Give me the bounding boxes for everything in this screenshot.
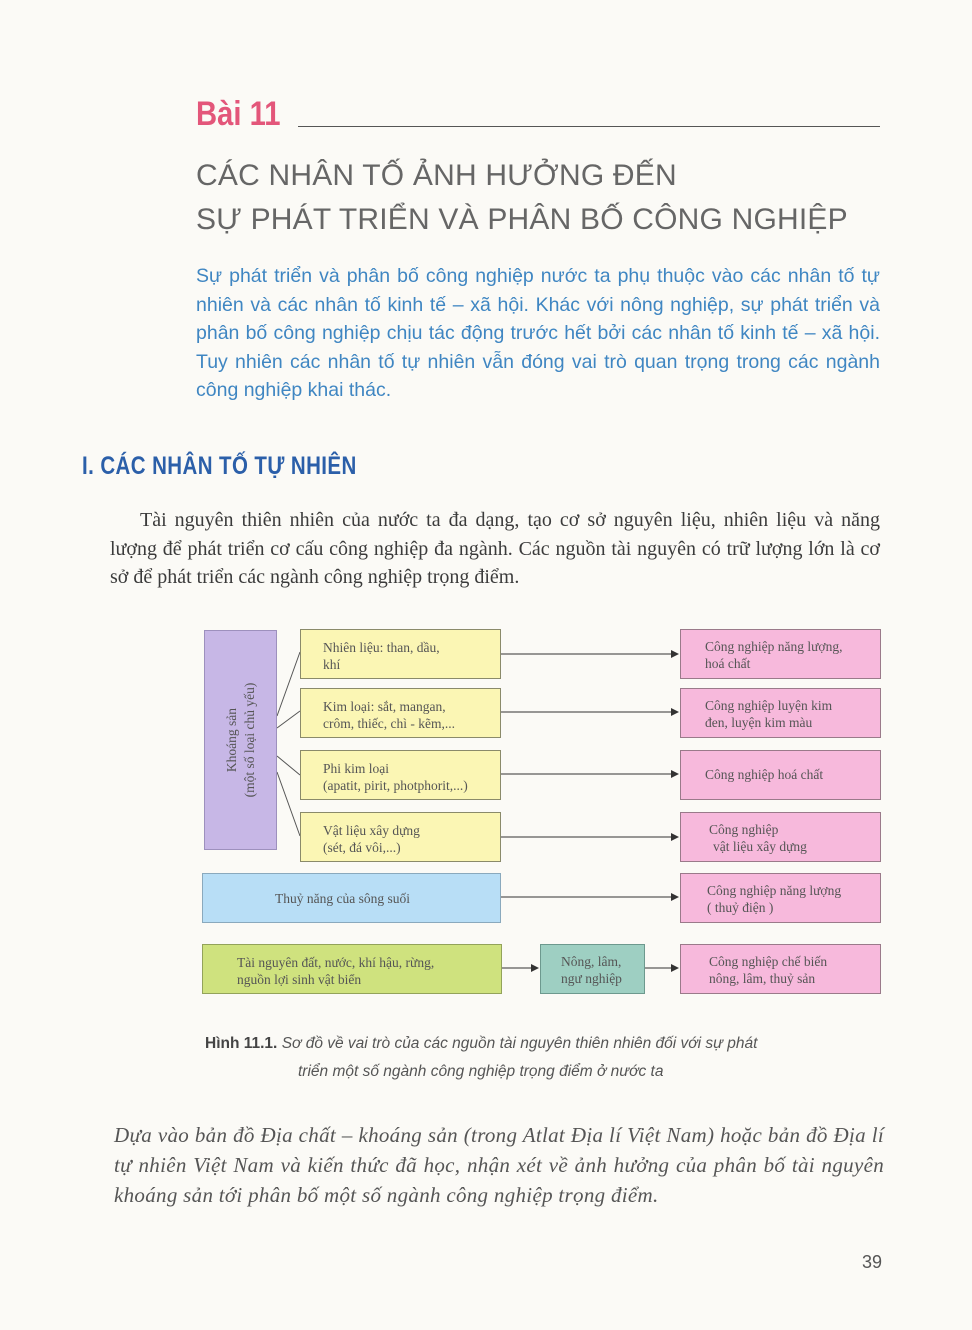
industry-line-1: Công nghiệp hoá chất: [705, 767, 824, 782]
industry-line-1: Công nghiệp luyện kim: [705, 698, 833, 713]
industry-metallurgy: [680, 688, 881, 738]
source-nonmetal: [300, 750, 501, 800]
mineral-box: [204, 630, 277, 850]
section-heading: I. CÁC NHÂN TỐ TỰ NHIÊN: [82, 452, 357, 480]
source-line-2: khí: [323, 657, 341, 672]
land-line-2: nguồn lợi sinh vật biển: [237, 972, 362, 987]
exercise-prompt: Dựa vào bản đồ Địa chất – khoáng sản (trong Atlat Địa lí Việt Nam) hoặc bản đồ Địa lí tự nhiên Việt Nam và kiến thức đã học, nhận xét về ảnh hưởng của phân bố tài nguyên khoáng sản tới phân bố một số ngành công nghiệp trọng điểm.: [114, 1123, 884, 1207]
industry-food-processing: [680, 944, 881, 994]
industry-line-1: Công nghiệp năng lượng,: [705, 639, 843, 654]
industry-construction-materials: [680, 812, 881, 862]
page-number: 39: [862, 1252, 883, 1272]
source-construction: [300, 812, 501, 862]
source-line-2: (sét, đá vôi,...): [323, 840, 401, 855]
industry-arrows: [501, 654, 678, 968]
industry-line-2: hoá chất: [705, 656, 751, 671]
industry-line-2: nông, lâm, thuỷ sản: [709, 971, 816, 986]
source-land-resources: [202, 944, 502, 994]
figure-caption: [205, 1030, 885, 1086]
agri-line-2: ngư nghiệp: [561, 971, 622, 986]
source-line-2: crôm, thiếc, chì - kẽm,...: [323, 716, 455, 731]
source-metal: [300, 688, 501, 738]
mineral-label-line-1: Khoáng sản: [223, 707, 239, 773]
mineral-fan-lines: [277, 652, 300, 836]
section-paragraph: Tài nguyên thiên nhiên của nước ta đa dạng, tạo cơ sở nguyên liệu, nhiên liệu và năng lượng để phát triển cơ cấu công nghiệp đa ngành. Các nguồn tài nguyên có trữ lượng lớn là cơ sở để phát triển các ngành công nghiệp trọng điểm.: [110, 509, 880, 588]
industry-line-2: đen, luyện kim màu: [705, 715, 813, 730]
industry-energy-chemical: [680, 629, 881, 679]
agri-line-1: Nông, lâm,: [561, 954, 622, 969]
hydropower-label: Thuỷ năng của sông suối: [275, 891, 410, 906]
mineral-label: [223, 683, 259, 798]
source-line-1: Vật liệu xây dựng: [323, 823, 420, 838]
source-line-2: (apatit, pirit, photphorit,...): [323, 778, 468, 793]
industry-line-1: Công nghiệp năng lượng: [707, 883, 842, 898]
intro-paragraph: Sự phát triển và phân bố công nghiệp nước ta phụ thuộc vào các nhân tố tự nhiên và các nhân tố kinh tế – xã hội. Khác với nông nghiệp, sự phát triển và phân bố công nghiệp chịu tác động trước hết bởi các nhân tố kinh tế – xã hội. Tuy nhiên các nhân tố tự nhiên vẫn đóng vai trò quan trọng trong các ngành công nghiệp khai thác.: [196, 265, 880, 401]
source-hydropower: [202, 873, 501, 923]
industry-hydroelectric: [680, 873, 881, 923]
mineral-label-line-2: (một số loại chủ yếu): [241, 682, 257, 798]
title-line-2: SỰ PHÁT TRIỂN VÀ PHÂN BỐ CÔNG NGHIỆP: [196, 203, 848, 236]
source-line-1: Kim loại: sắt, mangan,: [323, 699, 446, 714]
land-line-1: Tài nguyên đất, nước, khí hậu, rừng,: [237, 955, 435, 970]
source-line-1: Nhiên liệu: than, dầu,: [323, 640, 440, 655]
figure-label: Hình 11.1.: [205, 1035, 278, 1052]
industry-line-1: Công nghiệp: [709, 822, 779, 837]
industry-line-2: vật liệu xây dựng: [713, 839, 807, 854]
source-fuel: [300, 629, 501, 679]
industry-chemical: [680, 750, 881, 800]
caption-line-2: triển một số ngành công nghiệp trọng điểm ở nước ta: [298, 1063, 664, 1080]
caption-line-1: Sơ đồ về vai trò của các nguồn tài nguyên thiên nhiên đối với sự phát: [281, 1035, 758, 1052]
title-line-1: CÁC NHÂN TỐ ẢNH HƯỞNG ĐẾN: [196, 159, 677, 192]
industry-line-2: ( thuỷ điện ): [707, 900, 774, 915]
industry-line-1: Công nghiệp chế biến: [709, 954, 828, 969]
lesson-number: Bài 11: [196, 95, 281, 133]
agriculture-box: [540, 944, 645, 994]
source-line-1: Phi kim loại: [323, 761, 390, 776]
